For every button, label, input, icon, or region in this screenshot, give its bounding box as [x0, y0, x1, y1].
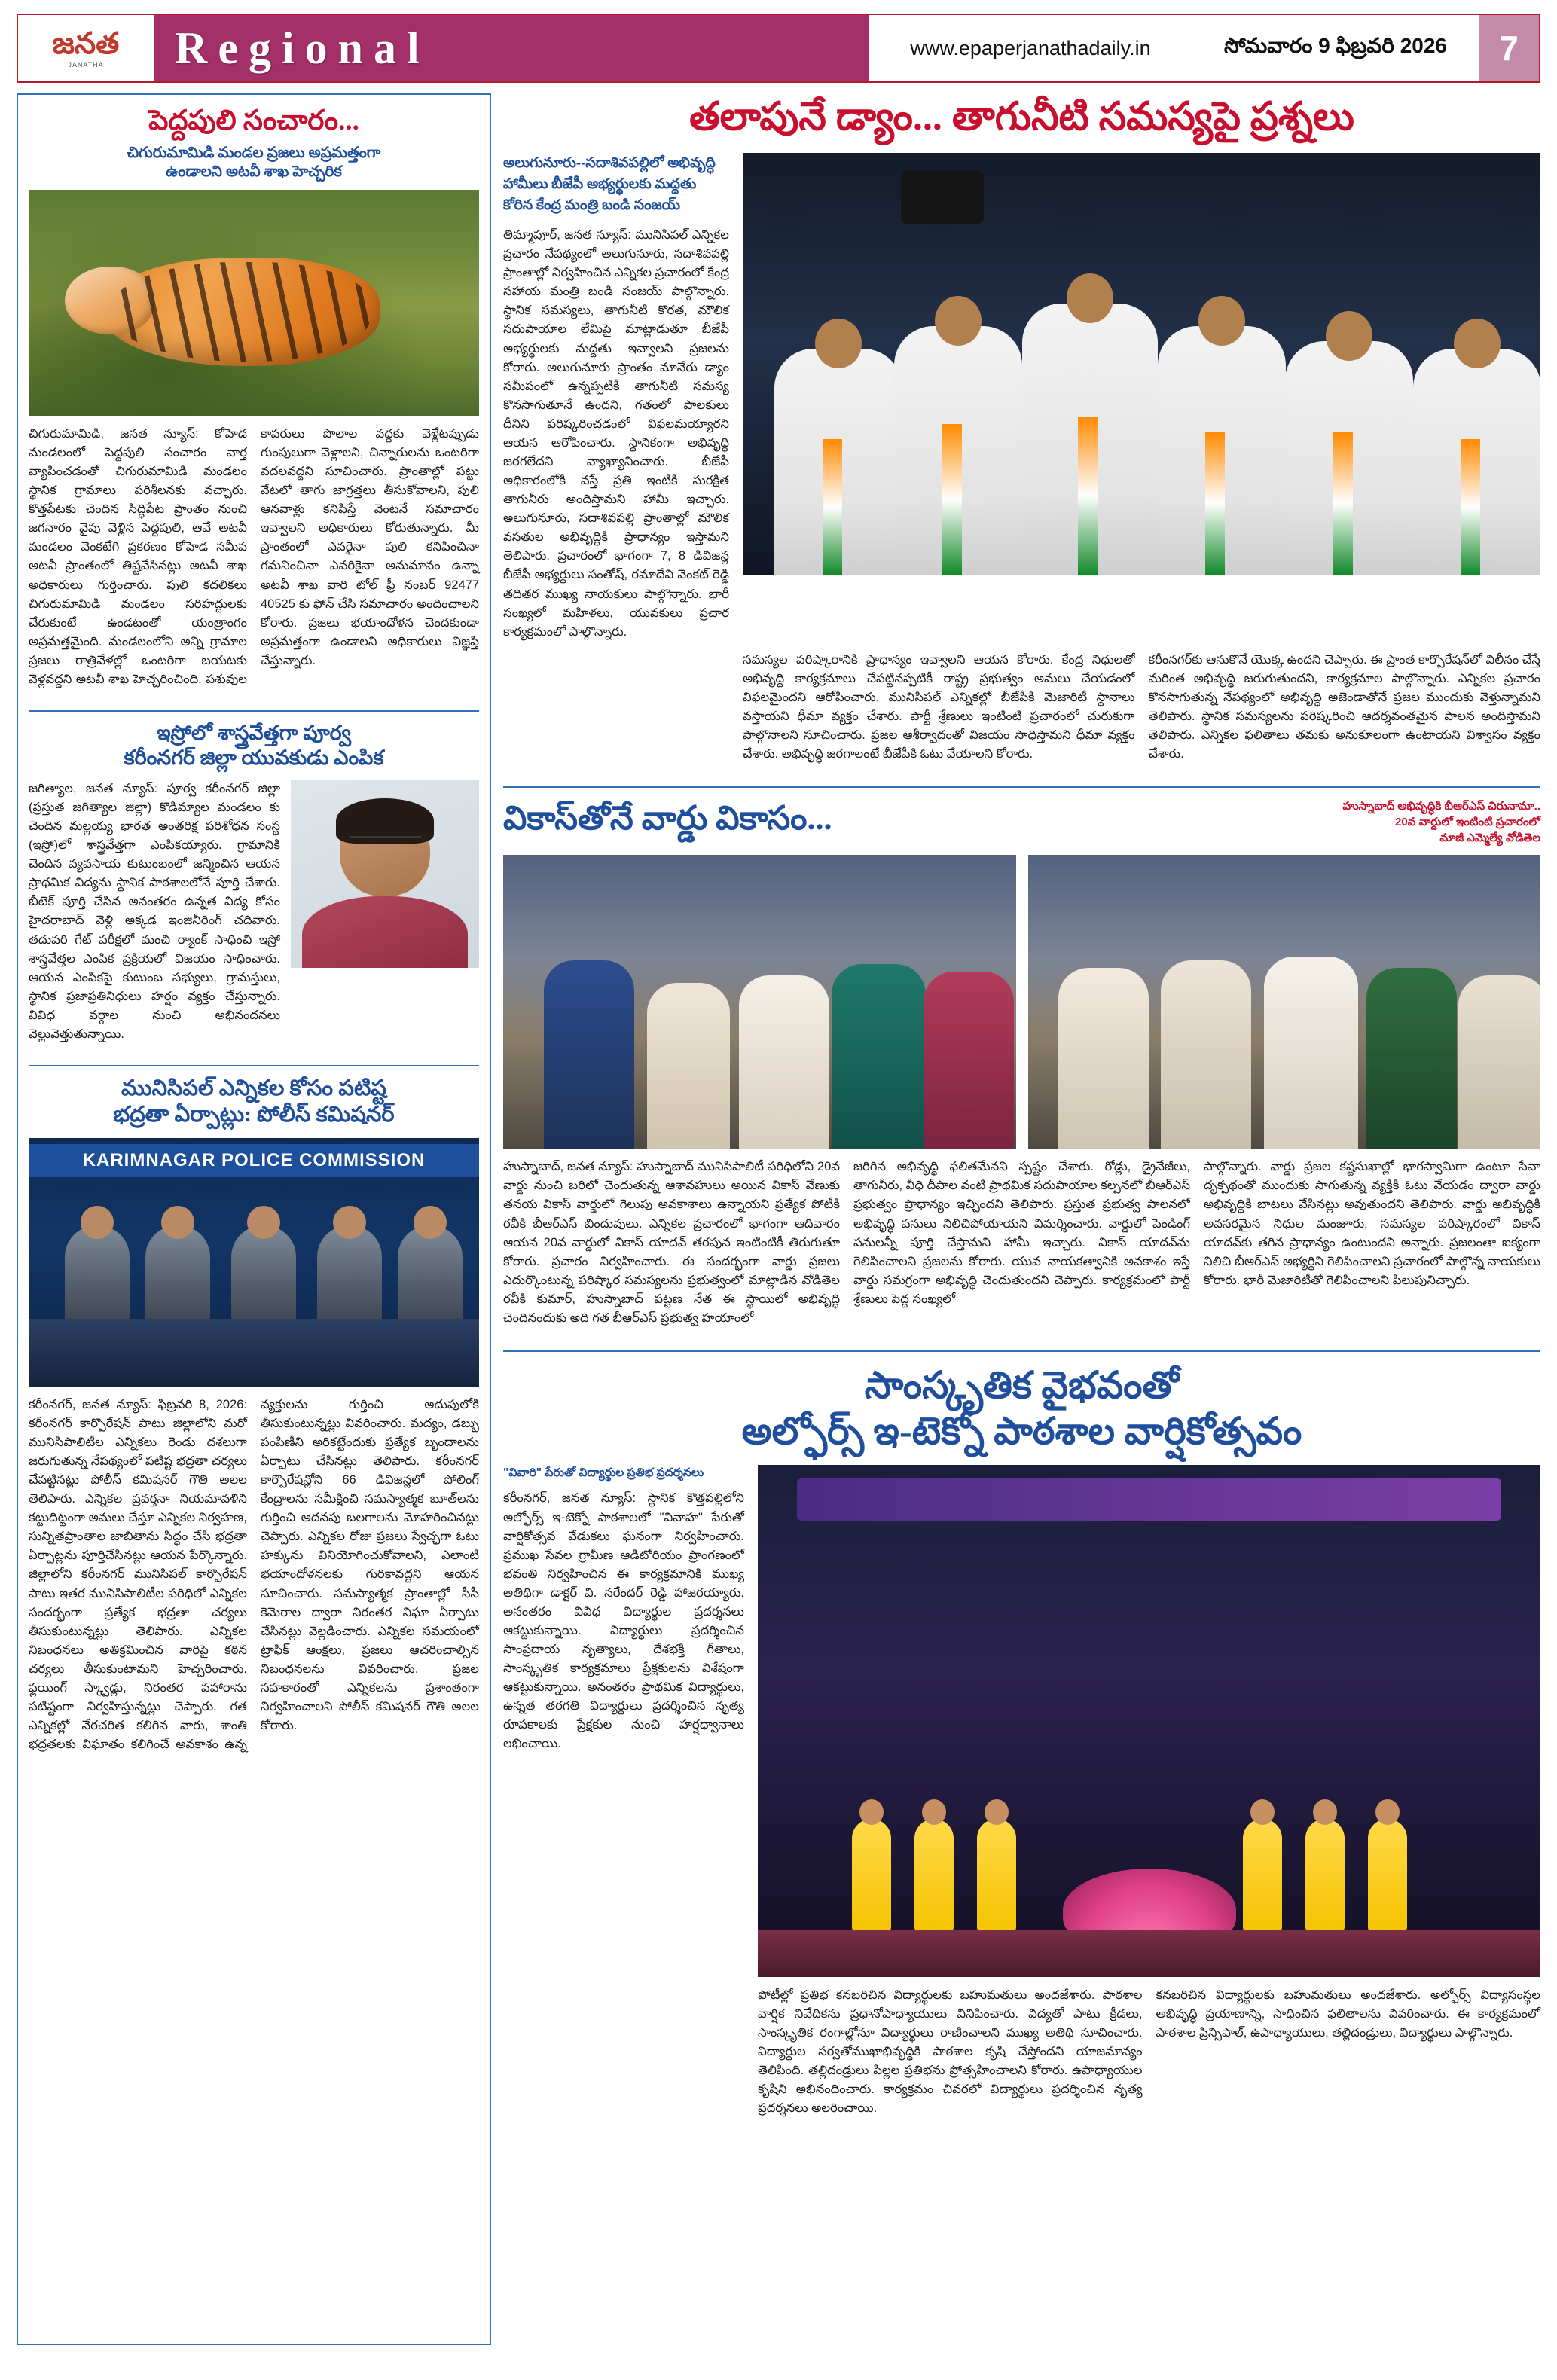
bjp-rally-photo: [743, 153, 1540, 575]
article-annual-body-3: కనబరిచిన విద్యార్థులకు బహుమతులు అందజేశారు. అల్ఫోర్స్ విద్యాసంస్థల అభివృద్ధి ప్రయాణాన్ని, సాధించిన ఫలితాలను వివరించారు. ఈ కార్యక్రమంలో పాఠశాల ప్రిన్సిపాల్, ఉపాధ్యాయులు, తల్లిదండ్రులు, విద్యార్థులు పాల్గొన్నారు.: [1156, 1988, 1540, 2040]
article-annual-subhead: "వివారి" పేరుతో విద్యార్థుల ప్రతిభ ప్రదర్శనలు: [503, 1466, 704, 1479]
edition-date: సోమవారం 9 ఫిబ్రవరి 2026: [1192, 15, 1479, 81]
article-bjp-body-1: తిమ్మాపూర్, జనత న్యూస్: మునిసిపల్ ఎన్నికల ప్రచారం నేపథ్యంలో అలుగునూరు, సదాశివపల్లి ప్రాంతాల్లో నిర్వహించిన ఎన్నికల ప్రచారంలో కేంద్ర సహాయ మంత్రి బండి సంజయ్ పాల్గొన్నారు. స్థానిక సమస్యలు, తాగునీటి కొరత, మౌలిక సదుపాయాల లేమిపై మాట్లాడుతూ బీజేపీ అభ్యర్థులకు మద్దతు ఇవ్వాలని ప్రజలను కోరారు. అలుగునూరు ప్రాంతం మానేరు డ్యాం సమీపంలో ఉన్నప్పటికీ తాగునీటి సమస్య కొనసాగుతూనే ఉందని, గతంలో పాలకులు దీనిని పరిష్కరించడంలో విఫలమయ్యారని ఆయన ఆరోపించారు. స్థానికంగా అభివృద్ధి జరగలేదని వ్యాఖ్యానించారు. బీజేపీ అధికారంలోకి వస్తే ప్రతి ఇంటికి సురక్షిత తాగునీరు అందిస్తామని హామీ ఇచ్చారు. అలుగునూరు, సదాశివపల్లి ప్రాంతాల్లో మౌలిక వసతుల అభివృద్ధికి ప్రాధాన్యం ఇస్తామని తెలిపారు. ప్రచారంలో భాగంగా 7, 8 డివిజన్ల బీజేపీ అభ్యర్థులు సంతోష్, రమాదేవి వెంకట్ రెడ్డి తదితర ముఖ్య నాయకులు పాల్గొన్నారు. భారీ సంఖ్యలో మహిళలు, యువకులు ప్రచార కార్యక్రమంలో పాల్గొన్నారు.: [503, 228, 729, 639]
article-bjp-body-2: సమస్యల పరిష్కారానికి ప్రాధాన్యం ఇవ్వాలని ఆయన కోరారు. కేంద్ర నిధులతో అభివృద్ధి కార్యక్రమాలు చేపట్టినప్పటికీ రాష్ట్ర ప్రభుత్వం అమలు చేయడంలో విఫలమైందని ఆరోపించారు. మునిసిపల్ ఎన్నికల్లో బీజేపీకి మెజారిటీ స్థానాలు వస్తాయని ధీమా వ్యక్తం చేశారు. పార్టీ శ్రేణులు ఇంటింటి ప్రచారంలో చురుకుగా పాల్గొనాలని సూచించారు. ప్రజల ఆశీర్వాదంతో విజయం సాధిస్తామని ధీమా వ్యక్తం చేశారు. అభివృద్ధి జరగాలంటే బీజేపీకి ఓటు వేయాలని కోరారు.: [743, 652, 1135, 761]
article-tiger-subhead-2: ఉండాలని అటవీ శాఖ హెచ్చరిక: [166, 163, 342, 180]
article-ward-note-3: మాజీ ఎమ్మెల్యే వోడితెల: [1439, 831, 1540, 845]
article-bjp-headline: తలాపునే డ్యాం... తాగునీటి సమస్యపై ప్రశ్నలు: [689, 96, 1354, 139]
campaign-photo-right: [1028, 855, 1541, 1149]
right-column: [503, 93, 1540, 2345]
divider: [503, 1350, 1540, 1352]
article-annual-body-2: పోటీల్లో ప్రతిభ కనబరిచిన విద్యార్థులకు బహుమతులు అందజేశారు. పాఠశాల వార్షిక నివేదికను ప్రధానోపాధ్యాయులు వినిపించారు. విద్యతో పాటు క్రీడలు, సాంస్కృతిక రంగాల్లోనూ విద్యార్థులు రాణించాలని ముఖ్య అతిథి సూచించారు. విద్యార్థుల సర్వతోముఖాభివృద్ధికి పాఠశాల కృషి చేస్తోందని యాజమాన్యం తెలిపింది. తల్లిదండ్రులు పిల్లల ప్రతిభను ప్రోత్సహించాలని కోరారు. ఉపాధ్యాయుల కృషిని అభినందించారు. కార్యక్రమం చివరలో విద్యార్థులు ప్రదర్శించిన నృత్య ప్రదర్శనలు అలరించాయి.: [758, 1988, 1143, 2116]
page-number: 7: [1479, 15, 1539, 81]
left-column: [17, 93, 491, 2345]
article-annual-headline-1: సాంస్కృతిక వైభవంతో: [864, 1363, 1180, 1406]
article-isro-body: జగిత్యాల, జనత న్యూస్: పూర్వ కరీంనగర్ జిల్లా (ప్రస్తుత జగిత్యాల జిల్లా) కొడిమ్యాల మండలం కు చెందిన మల్లయ్య భారత అంతరిక్ష పరిశోధన సంస్థ (ఇస్రో)లో శాస్త్రవేత్తగా ఎంపికయ్యారు. గ్రామానికి చెందిన వ్యవసాయ కుటుంబంలో జన్మించిన ఆయన ప్రాథమిక విద్యను స్థానిక పాఠశాలలోనే పూర్తి చేశారు. బీటెక్ పూర్తి చేసిన అనంతరం ఉన్నత విద్య కోసం హైదరాబాద్ వెళ్లి అక్కడ ఇంజినీరింగ్ చదివారు. తదుపరి గేట్ పరీక్షలో మంచి ర్యాంక్ సాధించి ఇస్రో శాస్త్రవేత్తల ఎంపిక ప్రక్రియలో విజయం సాధించారు. ఆయన ఎంపికపై కుటుంబ సభ్యులు, గ్రామస్తులు, స్థానిక ప్రజాప్రతినిధులు హర్షం వ్యక్తం చేస్తున్నారు. వివిధ వర్గాల నుంచి అభినందనలు వెల్లువెత్తుతున్నాయి.: [29, 781, 280, 1041]
article-tiger-subhead-1: చిగురుమామిడి మండల ప్రజలు అప్రమత్తంగా: [127, 145, 381, 162]
article-police-body: కరీంనగర్, జనత న్యూస్: ఫిబ్రవరి 8, 2026: కరీంనగర్ కార్పొరేషన్ పాటు జిల్లాలోని మరో మునిసిపాలిటీల ఎన్నికలు రెండు దశలుగా జరుగుతున్న నేపథ్యంలో పటిష్ట భద్రతా చర్యలు చేపట్టినట్లు పోలీస్ కమిషనర్ గౌతి అలల తెలిపారు. ఎన్నికల ప్రవర్తనా నియమావళిని కట్టుదిట్టంగా అమలు చేస్తూ ఎన్నికల నిర్వహణ, సున్నితప్రాంతాల జాబితాను సిద్ధం చేసి భద్రతా ఏర్పాట్లను పూర్తిచేసినట్లు ఆయన పేర్కొన్నారు. జిల్లాలోని కరీంనగర్ మునిసిపల్ కార్పొరేషన్ పాటు ఇతర మునిసిపాలిటీల పరిధిలో ఎన్నికల సందర్భంగా ప్రత్యేక భద్రతా చర్యలు తీసుకుంటున్నట్లు తెలిపారు. ఎన్నికల నిబంధనలు అతిక్రమించిన వారిపై కఠిన చర్యలు తీసుకుంటామని హెచ్చరించారు. ఫ్లయింగ్ స్క్వాడ్లు, నిరంతర పహారాను పటిష్టంగా నిర్వహిస్తున్నట్లు చెప్పారు. గత ఎన్నికల్లో నేరచరిత కలిగిన వారు, శాంతి భద్రతలకు విఘాతం కలిగించే అవకాశం ఉన్న వ్యక్తులను గుర్తించి అదుపులోకి తీసుకుంటున్నట్లు వివరించారు. మద్యం, డబ్బు పంపిణీని అరికట్టేందుకు ప్రత్యేక బృందాలను ఏర్పాటు చేసినట్లు తెలిపారు. కరీంనగర్ కార్పొరేషన్లోని 66 డివిజన్లలో పోలింగ్ కేంద్రాలను సమీక్షించి సమస్యాత్మక బూత్‌లను గుర్తించి అదనపు బలగాలను మోహరించినట్లు చెప్పారు. ఎన్నికల రోజు ప్రజలు స్వేచ్ఛగా ఓటు హక్కును వినియోగించుకోవాలని, ఎలాంటి భయాందోళనలకు గురికావద్దని ఆయన సూచించారు. సమస్యాత్మక ప్రాంతాల్లో సీసీ కెమెరాల ద్వారా నిరంతర నిఘా ఏర్పాటు చేసినట్లు వెల్లడించారు. ఎన్నికల సమయంలో ట్రాఫిక్ ఆంక్షలు, ప్రజలు ఆచరించాల్సిన నిబంధనలను వివరించారు. ప్రజల సహకారంతో ఎన్నికలను ప్రశాంతంగా నిర్వహించాలని పోలీస్ కమిషనర్ గౌతి అలల కోరారు.: [29, 1397, 479, 1752]
article-isro: [29, 721, 479, 1044]
article-annual-day: [503, 1362, 1540, 2119]
newspaper-logo: [18, 15, 154, 81]
article-ward-body-1: హుస్నాబాద్, జనత న్యూస్: హుస్నాబాద్ మునిసిపాలిటీ పరిధిలోని 20వ వార్డు నుంచి బరిలో చెందుతున్న ఆశావహులు అయిన వికాస్ వేణుకు తనయ వికాస్ వార్డులో గెలుపు అవకాశాలు ఉన్నాయని ప్రత్యేక పోటీకి రవీకి బీఆర్ఎస్ బిందువులు. ఎన్నికల ప్రచారంలో భాగంగా ఆదివారం ఆయన 20వ వార్డులో వికాస్ యాదవ్ తరపున ఇంటింటికీ తిరుగుతూ కోరారు. ప్రచారం నిర్వహించారు. ఈ సందర్భంగా వార్డు ప్రజలు ఎదుర్కొంటున్న పరిష్కార సమస్యలను ప్రభుత్వంలో మాట్లాడిన వోడితెల రవీకి కుమార్, హుస్నాబాద్ పట్టణ నేత ఈ స్థాయిలో అభివృద్ధి చెందినందుకు అది గత బీఆర్ఎస్ ప్రభుత్వ హయాంలో: [503, 1160, 840, 1325]
article-isro-headline-1: ఇస్రోలో శాస్త్రవేత్తగా పూర్వ: [156, 722, 352, 744]
article-police-headline-1: మునిసిపల్ ఎన్నికల కోసం పటిష్ట: [121, 1076, 387, 1100]
article-isro-headline-2: కరీంనగర్ జిల్లా యువకుడు ఎంపిక: [124, 746, 384, 769]
police-photo-banner-text: KARIMNAGAR POLICE COMMISSION: [29, 1144, 479, 1177]
police-commission-photo: [29, 1138, 479, 1387]
article-tiger-body: చిగురుమామిడి, జనత న్యూస్: కోహెడ మండలంలో పెద్దపులి సంచారం వార్త వ్యాపించడంతో చిగురుమామిడి మండలం స్థానిక గ్రామాలు పరిశీలనకు వచ్చారు. కొత్తపేటకు చెందిన సిద్ధిపేట ప్రాంతం నుంచి జగనారం వైపు వెళ్లిన పెద్దపులి, ఆవే అటవీ మండలం వెంకటేగి ప్రకరణం కోహెడ సమీప అటవీ ప్రాంతంలో తిష్టవేసినట్లు అటవీ శాఖ అధికారులు గుర్తించారు. పులి కదలికలు చిగురుమామిడి మండలం సరిహద్దులకు చేరుకుంటే ఉండటంతో యంత్రాంగం అప్రమత్తమైంది. మండలంలోని అన్ని గ్రామాల ప్రజలు రాత్రివేళల్లో ఒంటరిగా బయటకు వెళ్లవద్దని అటవీ శాఖ హెచ్చరించింది. పశువుల కాపరులు పొలాల వద్దకు వెళ్లేటప్పుడు గుంపులుగా వెళ్లాలని, చిన్నారులను ఒంటరిగా వదలవద్దని సూచించారు. ప్రాంతాల్లో పట్టు వేటలో తాగు జాగ్రత్తలు తీసుకోవాలని, పులి ఆనవాళ్లు కనిపిస్తే వెంటనే సమాచారం ఇవ్వాలని అధికారులు కోరుతున్నారు. మీ ప్రాంతంలో ఎవరైనా పులి కనిపించినా గమనించినా ఎవరికైనా అనుమానం ఉన్నా అటవీ శాఖ వారి టోల్ ఫ్రీ నంబర్ 92477 40525 కు ఫోన్ చేసి సమాచారం అందించాలని కోరారు. ప్రజలు భయాందోళన చెందకుండా అప్రమత్తంగా ఉండాలని అధికారులు విజ్ఞప్తి చేస్తున్నారు.: [29, 426, 479, 686]
masthead: [17, 14, 1540, 83]
website-url[interactable]: www.epaperjanathadaily.in: [869, 15, 1192, 81]
article-ward-body-3: పాల్గొన్నారు. వార్డు ప్రజల కష్టసుఖాల్లో భాగస్వామిగా ఉంటూ సేవా దృక్పథంతో ముందుకు సాగుతున్న వ్యక్తికి ఓటు వేయడం ద్వారా వార్డు అభివృద్ధికి బాటలు వేసినట్లు అవుతుందని తెలిపారు. వార్డు అభివృద్ధికి అవసరమైన నిధుల మంజూరు, సమస్యల పరిష్కారంలో వికాస్ యాదవ్‌కు తగిన ప్రాధాన్యం ఉంటుందని అన్నారు. ప్రజలంతా ఐక్యంగా నిలిచి బీఆర్ఎస్ అభ్యర్థిని గెలిపించాలని ప్రచారంలో పాల్గొన్న నాయకులు కోరారు. భారీ మెజారిటీతో గెలిపించాలని పిలుపునిచ్చారు.: [1204, 1160, 1540, 1287]
annual-day-photo: [758, 1465, 1540, 1977]
article-tiger: [29, 104, 479, 689]
divider: [29, 1065, 479, 1066]
logo-subtext: JANATHA: [68, 60, 104, 69]
article-ward-headline: వికాస్‌తోనే వార్డు వికాసం...: [503, 800, 832, 838]
article-ward-body-2: జరిగిన అభివృద్ధి ఫలితమేనని స్పష్టం చేశారు. రోడ్లు, డ్రైనేజీలు, తాగునీరు, వీధి దీపాల వంటి ప్రాథమిక సదుపాయాల కల్పనలో బీఆర్ఎస్ ప్రభుత్వం ప్రాధాన్యం ఇచ్చిందని తెలిపారు. ప్రస్తుత ప్రభుత్వ పాలనలో అభివృద్ధి పనులు నిలిచిపోయాయని విమర్శించారు. వార్డులో పెండింగ్ పనులన్నీ పూర్తి చేస్తామని హామీ ఇచ్చారు. వికాస్ యాదవ్‌ను గెలిపించాలని ప్రజలను కోరారు. యువ నాయకత్వానికి అవకాశం ఇస్తే వార్డు సమగ్రంగా అభివృద్ధి చెందుతుందని చెప్పారు. కార్యక్రమంలో పార్టీ శ్రేణులు పెద్ద సంఖ్యలో: [853, 1160, 1190, 1306]
article-annual-body-1: కరీంనగర్, జనత న్యూస్: స్థానిక కొత్తపల్లిలోని అల్ఫోర్స్ ఇ-టెక్నో పాఠశాలలో "వివాహ" పేరుతో వార్షికోత్సవ వేడుకలు ఘనంగా నిర్వహించారు. ప్రముఖ సేవల గ్రామీణ ఆడిటోరియం ప్రాంగణంలో భవంతి నిర్వహించిన ఈ కార్యక్రమానికి ముఖ్య అతిథిగా డాక్టర్ వి. నరేందర్ రెడ్డి హాజరయ్యారు. అనంతరం వివిధ విద్యార్థుల ప్రదర్శనలు ఆకట్టుకున్నాయి. విద్యార్థులు ప్రదర్శించిన సాంప్రదాయ నృత్యాలు, దేశభక్తి గీతాలు, సాంస్కృతిక కార్యక్రమాలు ప్రేక్షకులను విశేషంగా ఆకట్టుకున్నాయి. అనంతరం ప్రాథమిక విద్యార్థులు, ఉన్నత తరగతి విద్యార్థులు ప్రదర్శించిన నృత్య రూపకాలకు ప్రేక్షకుల నుంచి హర్షధ్వానాలు లభించాయి.: [503, 1491, 744, 1751]
campaign-photo-left: [503, 855, 1016, 1149]
article-bjp-rally: [503, 93, 1540, 764]
logo-text: జనత: [52, 26, 120, 60]
article-bjp-body-3: కరీంనగర్‌కు ఆనుకొనే యొక్క ఉందని చెప్పారు. ఈ ప్రాంత కార్పొరేషన్‌లో విలీనం చేస్తే మరింత అభివృద్ధి జరుగుతుందని, కార్యక్రమాల పాల్గొన్నారు. ఎన్నికల ప్రచారం కొనసాగుతున్న నేపథ్యంలో అభివృద్ధి అజెండాతోనే ప్రజల ముందుకు వెళ్తున్నామని తెలిపారు. స్థానిక సమస్యలను పరిష్కరించి ఆదర్శవంతమైన పాలన అందిస్తామని తెలిపారు. ఎన్నికల ఫలితాలు తమకు అనుకూలంగా ఉంటాయని విశ్వాసం వ్యక్తం చేశారు.: [1148, 652, 1540, 761]
article-ward-note-2: 20వ వార్డులో ఇంటింటి ప్రచారంలో: [1395, 816, 1540, 829]
student-portrait: [291, 780, 479, 968]
divider: [29, 710, 479, 712]
article-bjp-lead: అలుగునూరు--సదాశివపల్లిలో అభివృద్ధి హామీలు బీజేపీ అభ్యర్థులకు మద్దతు కోరిన కేంద్ర మంత్రి బండి సంజయ్: [503, 155, 716, 213]
section-band: [154, 15, 869, 81]
tiger-photo: [29, 190, 479, 416]
article-ward-development: [503, 798, 1540, 1328]
divider: [503, 786, 1540, 788]
page-content: [17, 93, 1540, 2345]
article-police-headline-2: భద్రతా ఏర్పాట్లు: పోలీస్ కమిషనర్: [113, 1103, 395, 1127]
article-annual-headline-2: అల్ఫోర్స్ ఇ-టెక్నో పాఠశాల వార్షికోత్సవం: [741, 1409, 1302, 1452]
article-ward-note-1: హుస్నాబాద్ అభివృద్ధికి బీఆర్ఎస్ చిరునామా..: [1342, 800, 1540, 813]
article-tiger-headline: పెద్దపులి సంచారం...: [148, 105, 359, 136]
section-title: Regional: [175, 23, 430, 73]
article-police: [29, 1076, 479, 1754]
